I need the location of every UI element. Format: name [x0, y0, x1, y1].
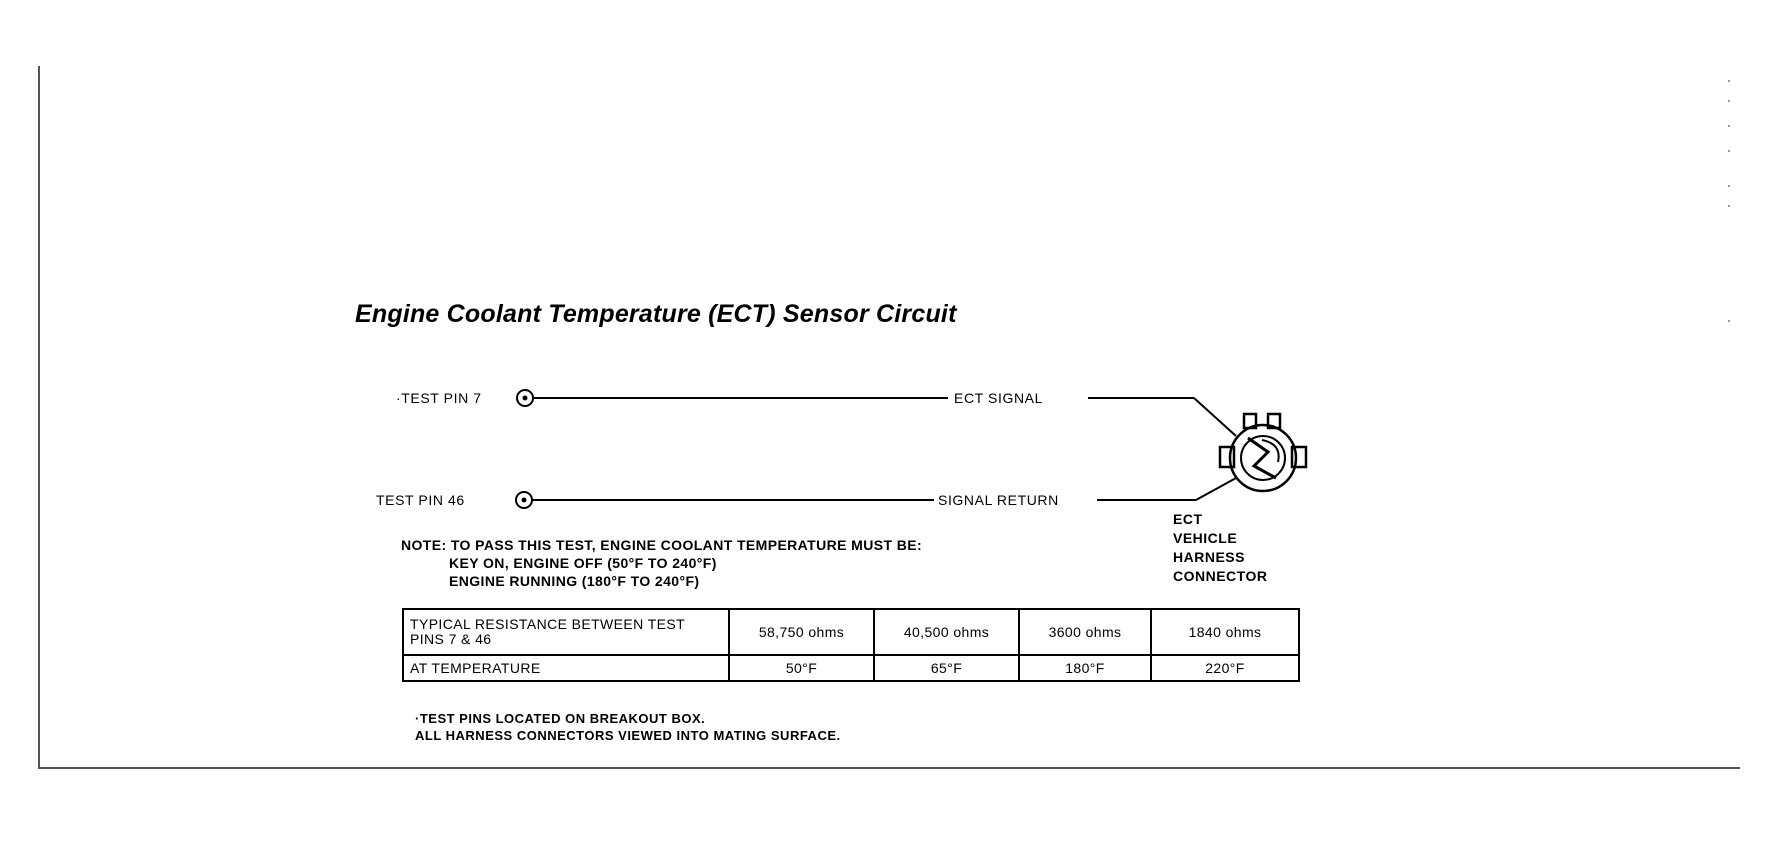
- connector-label-line: VEHICLE: [1173, 530, 1238, 546]
- note-line: KEY ON, ENGINE OFF (50°F TO 240°F): [449, 555, 717, 571]
- resistance-table: [402, 608, 1300, 682]
- resistance-cell: 40,500 ohms: [874, 609, 1019, 655]
- temperature-cell: 180°F: [1019, 655, 1151, 681]
- note-line: NOTE: TO PASS THIS TEST, ENGINE COOLANT TEMPERATURE MUST BE:: [401, 537, 923, 553]
- test-pin-46-terminal-dot: [522, 498, 527, 503]
- temperature-row-header: AT TEMPERATURE: [403, 655, 729, 681]
- footnote-line: ·TEST PINS LOCATED ON BREAKOUT BOX.: [415, 711, 706, 726]
- footnote-line: ALL HARNESS CONNECTORS VIEWED INTO MATING SURFACE.: [415, 728, 841, 743]
- ect-signal-label: ECT SIGNAL: [954, 390, 1043, 406]
- resistance-cell: 1840 ohms: [1151, 609, 1299, 655]
- test-pin-7-label: ·TEST PIN 7: [396, 390, 482, 406]
- test-pin-7-terminal-dot: [523, 396, 528, 401]
- temperature-cell: 65°F: [874, 655, 1019, 681]
- connector-label-line: HARNESS: [1173, 549, 1245, 565]
- connector-label-line: CONNECTOR: [1173, 568, 1268, 584]
- resistance-cell: 58,750 ohms: [729, 609, 874, 655]
- test-pin-46-label: TEST PIN 46: [376, 492, 465, 508]
- footnote: [415, 710, 841, 744]
- connector-label-line: ECT: [1173, 511, 1203, 527]
- resistance-row-header: TYPICAL RESISTANCE BETWEEN TEST PINS 7 & 46: [403, 609, 729, 655]
- note-line: ENGINE RUNNING (180°F TO 240°F): [449, 573, 700, 589]
- ect-signal-wire-bend: [1194, 398, 1236, 436]
- temperature-cell: 220°F: [1151, 655, 1299, 681]
- resistance-row: [403, 609, 1299, 655]
- signal-return-wire-bend: [1196, 478, 1236, 500]
- connector-label: [1173, 510, 1267, 586]
- diagram-title: Engine Coolant Temperature (ECT) Sensor Circuit: [355, 300, 957, 328]
- test-note: [401, 536, 922, 590]
- temperature-cell: 50°F: [729, 655, 874, 681]
- temperature-row: [403, 655, 1299, 681]
- signal-return-label: SIGNAL RETURN: [938, 492, 1059, 508]
- resistance-cell: 3600 ohms: [1019, 609, 1151, 655]
